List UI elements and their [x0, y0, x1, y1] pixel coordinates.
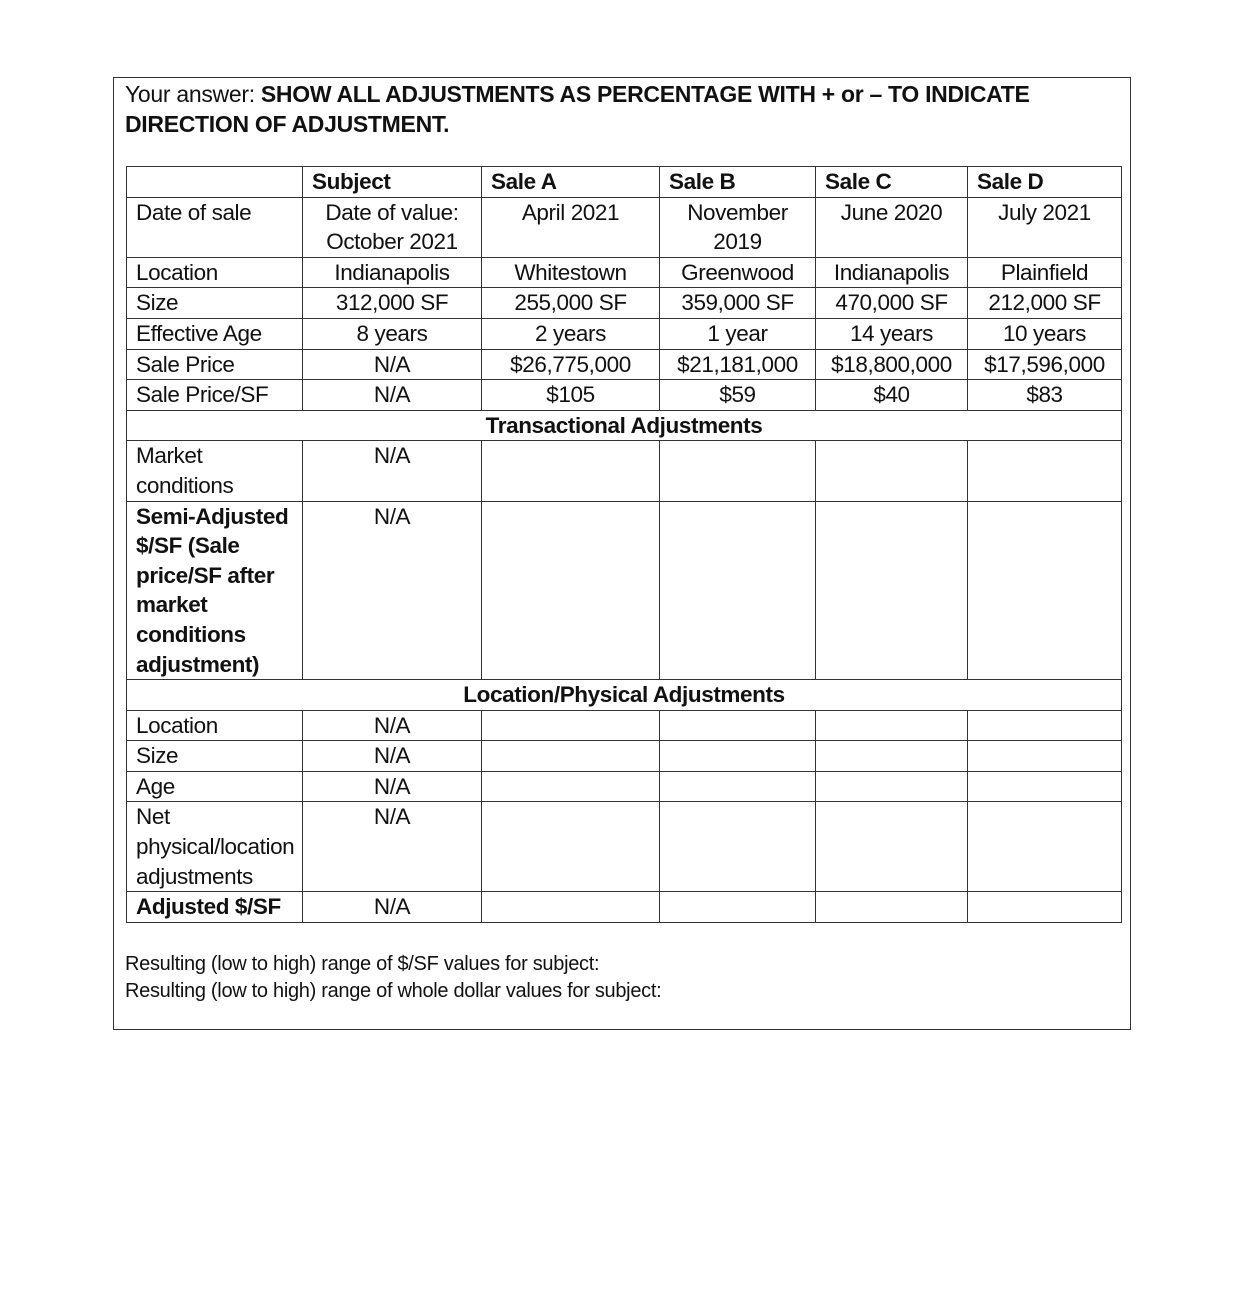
row-label: Sale Price	[127, 349, 303, 380]
cell-subject: N/A	[303, 441, 482, 501]
row-semi-adjusted	[127, 501, 1122, 680]
cell-subject: N/A	[303, 771, 482, 802]
input-cell-sale-d[interactable]	[968, 441, 1122, 501]
cell-subject: N/A	[303, 380, 482, 411]
cell-subject: N/A	[303, 741, 482, 772]
instructions-bold: SHOW ALL ADJUSTMENTS AS PERCENTAGE WITH + or – TO INDICATE DIRECTION OF ADJUSTMENT.	[125, 81, 1030, 137]
input-cell-sale-a[interactable]	[482, 441, 660, 501]
row-size	[127, 288, 1122, 319]
input-cell-sale-c[interactable]	[816, 441, 968, 501]
row-adjusted-sf	[127, 892, 1122, 923]
input-cell-sale-d[interactable]	[968, 710, 1122, 741]
input-cell-sale-b[interactable]	[660, 441, 816, 501]
answer-box	[113, 77, 1131, 1030]
input-cell-sale-d[interactable]	[968, 741, 1122, 772]
col-header-subject: Subject	[303, 167, 482, 198]
range-dollar-prompt: Resulting (low to high) range of whole dollar values for subject:	[125, 980, 662, 1002]
cell-sale-c: 14 years	[816, 318, 968, 349]
cell-sale-b: November 2019	[660, 197, 816, 257]
input-cell-sale-a[interactable]	[482, 771, 660, 802]
cell-sale-b: 359,000 SF	[660, 288, 816, 319]
row-adj-location	[127, 710, 1122, 741]
row-sale-price-sf	[127, 380, 1122, 411]
row-date-of-sale	[127, 197, 1122, 257]
cell-sale-a: 2 years	[482, 318, 660, 349]
cell-sale-a: $105	[482, 380, 660, 411]
row-adj-age	[127, 771, 1122, 802]
col-header-sale-c: Sale C	[816, 167, 968, 198]
cell-sale-d: July 2021	[968, 197, 1122, 257]
row-label: Net physical/location adjustments	[127, 802, 303, 892]
row-label: Sale Price/SF	[127, 380, 303, 411]
header-row	[127, 167, 1122, 198]
row-label: Location	[127, 257, 303, 288]
cell-sale-b: Greenwood	[660, 257, 816, 288]
input-cell-sale-a[interactable]	[482, 892, 660, 923]
input-cell-sale-a[interactable]	[482, 710, 660, 741]
adjustment-grid	[126, 166, 1122, 923]
section-title-transactional: Transactional Adjustments	[127, 410, 1122, 441]
row-label: Market conditions	[127, 441, 303, 501]
input-cell-sale-d[interactable]	[968, 501, 1122, 680]
input-cell-sale-b[interactable]	[660, 501, 816, 680]
cell-subject: Indianapolis	[303, 257, 482, 288]
row-label: Size	[127, 741, 303, 772]
cell-sale-c: $40	[816, 380, 968, 411]
corner-cell	[127, 167, 303, 198]
section-physical	[127, 680, 1122, 711]
cell-sale-c: $18,800,000	[816, 349, 968, 380]
row-label: Size	[127, 288, 303, 319]
cell-sale-a: April 2021	[482, 197, 660, 257]
cell-sale-a: $26,775,000	[482, 349, 660, 380]
input-cell-sale-c[interactable]	[816, 892, 968, 923]
cell-subject: N/A	[303, 710, 482, 741]
instructions-prefix: Your answer:	[125, 81, 261, 107]
input-cell-sale-c[interactable]	[816, 802, 968, 892]
cell-subject: N/A	[303, 501, 482, 680]
cell-subject: N/A	[303, 349, 482, 380]
input-cell-sale-d[interactable]	[968, 802, 1122, 892]
cell-sale-d: 10 years	[968, 318, 1122, 349]
input-cell-sale-b[interactable]	[660, 892, 816, 923]
cell-subject: 312,000 SF	[303, 288, 482, 319]
col-header-sale-d: Sale D	[968, 167, 1122, 198]
row-sale-price	[127, 349, 1122, 380]
cell-sale-d: Plainfield	[968, 257, 1122, 288]
cell-sale-c: 470,000 SF	[816, 288, 968, 319]
cell-sale-d: 212,000 SF	[968, 288, 1122, 319]
row-market-conditions	[127, 441, 1122, 501]
input-cell-sale-b[interactable]	[660, 802, 816, 892]
range-sf-prompt: Resulting (low to high) range of $/SF values for subject:	[125, 953, 600, 975]
cell-sale-b: $21,181,000	[660, 349, 816, 380]
section-transactional	[127, 410, 1122, 441]
cell-sale-a: Whitestown	[482, 257, 660, 288]
col-header-sale-b: Sale B	[660, 167, 816, 198]
cell-subject: N/A	[303, 892, 482, 923]
instructions	[125, 79, 1120, 139]
input-cell-sale-c[interactable]	[816, 710, 968, 741]
cell-sale-d: $83	[968, 380, 1122, 411]
row-location	[127, 257, 1122, 288]
input-cell-sale-a[interactable]	[482, 802, 660, 892]
cell-sale-c: Indianapolis	[816, 257, 968, 288]
row-label: Adjusted $/SF	[127, 892, 303, 923]
cell-sale-c: June 2020	[816, 197, 968, 257]
row-label: Location	[127, 710, 303, 741]
input-cell-sale-b[interactable]	[660, 741, 816, 772]
input-cell-sale-d[interactable]	[968, 892, 1122, 923]
input-cell-sale-d[interactable]	[968, 771, 1122, 802]
cell-sale-d: $17,596,000	[968, 349, 1122, 380]
row-adj-size	[127, 741, 1122, 772]
footer	[125, 951, 1120, 1005]
row-label: Semi-Adjusted $/SF (Sale price/SF after market conditions adjustment)	[127, 501, 303, 680]
row-net-adjustments	[127, 802, 1122, 892]
row-label: Effective Age	[127, 318, 303, 349]
cell-sale-b: $59	[660, 380, 816, 411]
input-cell-sale-c[interactable]	[816, 741, 968, 772]
input-cell-sale-a[interactable]	[482, 741, 660, 772]
input-cell-sale-a[interactable]	[482, 501, 660, 680]
row-label: Age	[127, 771, 303, 802]
cell-sale-a: 255,000 SF	[482, 288, 660, 319]
cell-sale-b: 1 year	[660, 318, 816, 349]
col-header-sale-a: Sale A	[482, 167, 660, 198]
cell-subject: Date of value: October 2021	[303, 197, 482, 257]
input-cell-sale-c[interactable]	[816, 501, 968, 680]
input-cell-sale-b[interactable]	[660, 710, 816, 741]
cell-subject: N/A	[303, 802, 482, 892]
input-cell-sale-c[interactable]	[816, 771, 968, 802]
section-title-physical: Location/Physical Adjustments	[127, 680, 1122, 711]
row-effective-age	[127, 318, 1122, 349]
row-label: Date of sale	[127, 197, 303, 257]
cell-subject: 8 years	[303, 318, 482, 349]
input-cell-sale-b[interactable]	[660, 771, 816, 802]
